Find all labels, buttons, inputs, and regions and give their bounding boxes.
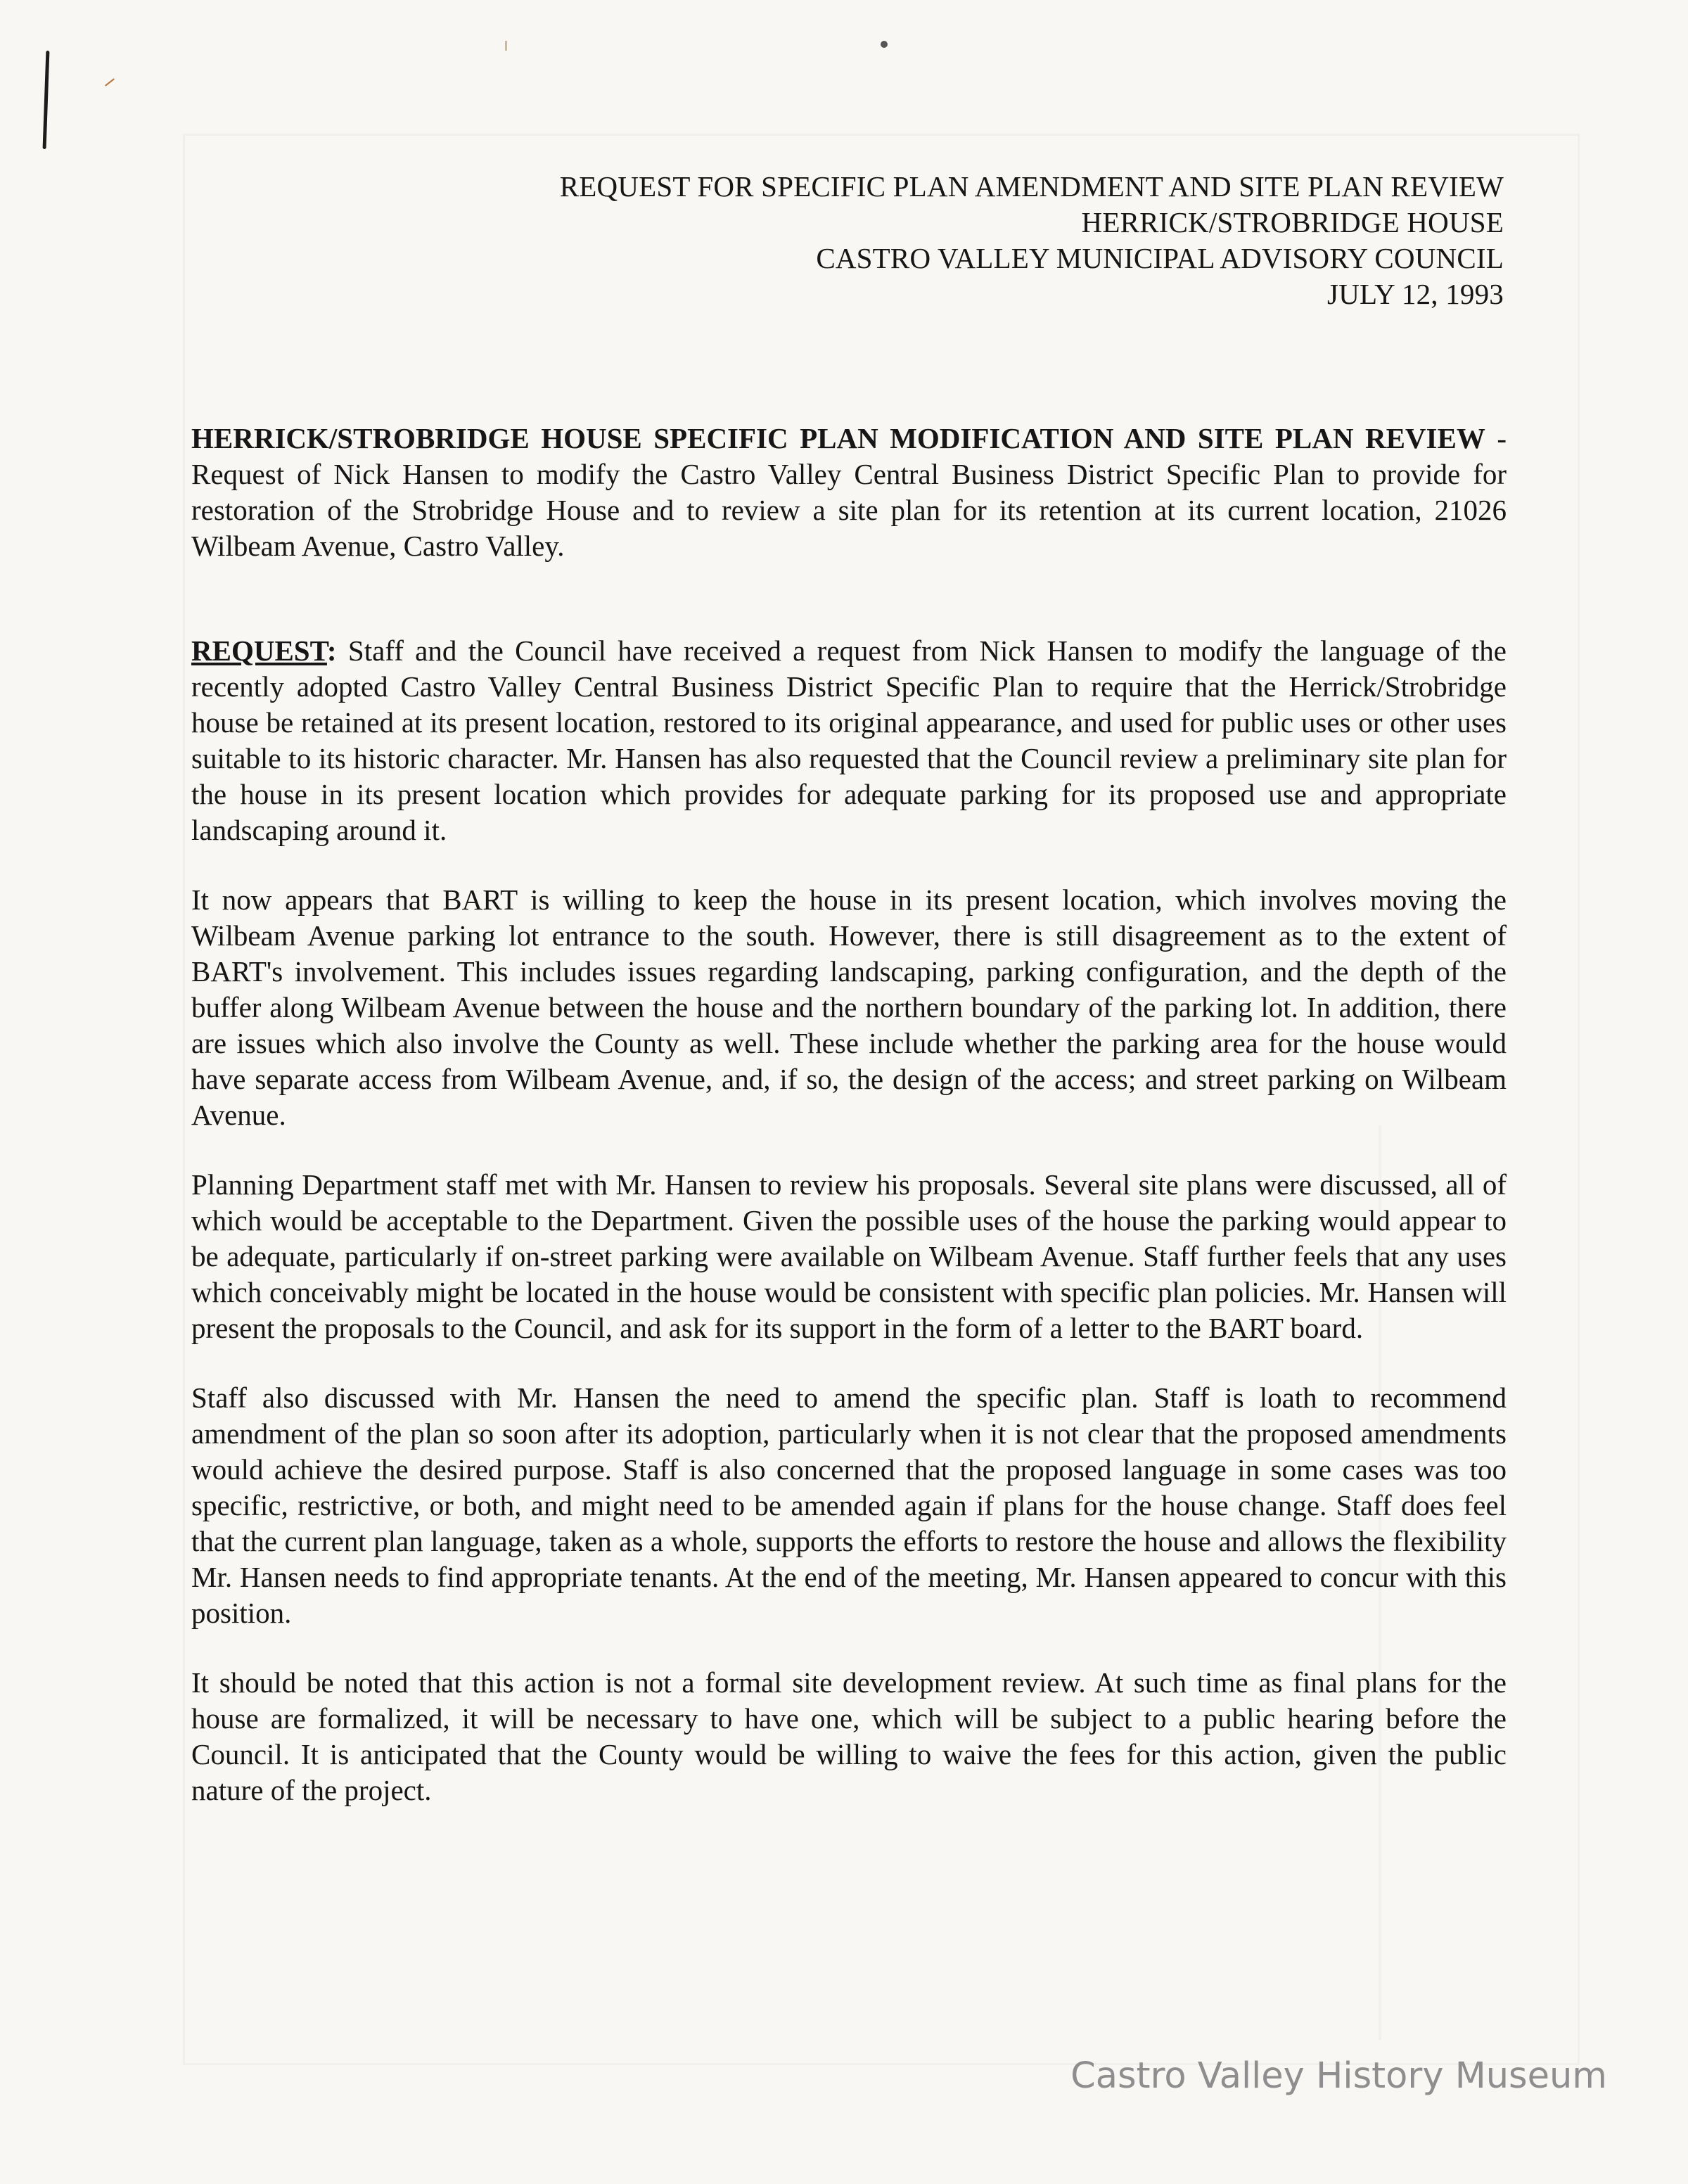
document-header bbox=[560, 169, 1504, 312]
summary-title: HERRICK/STROBRIDGE HOUSE SPECIFIC PLAN MODIFICATION AND SITE PLAN REVIEW bbox=[191, 422, 1485, 454]
request-label: REQUEST bbox=[191, 634, 327, 667]
paper-speck bbox=[505, 41, 507, 51]
header-date-line: JULY 12, 1993 bbox=[1327, 278, 1504, 310]
body-paragraph-amendment: Staff also discussed with Mr. Hansen the need to amend the specific plan. Staff is loath to recommend amendment of the plan so soon after its adoption, particularly when it is not clear that the proposed amendments would achieve the desired purpose. Staff is also concerned that the proposed language in some cases was too specific, restrictive, or both, and might need to be amended again if plans for the house change. Staff does feel that the current plan language, taken as a whole, supports the efforts to restore the house and allows the flexibility Mr. Hansen needs to find appropriate tenants. At the end of the meeting, Mr. Hansen appeared to concur with this position. bbox=[191, 1381, 1507, 1629]
museum-watermark: Castro Valley History Museum bbox=[1070, 2055, 1607, 2097]
ink-dot bbox=[881, 41, 888, 48]
summary-text: - Request of Nick Hansen to modify the Castro Valley Central Business District Specific Plan to provide for restoration of the Strobridge House and to review a site plan for its retention at its current location, 21026 Wilbeam Avenue, Castro Valley. bbox=[191, 422, 1507, 562]
header-house-line: HERRICK/STROBRIDGE HOUSE bbox=[1081, 206, 1504, 238]
body-paragraph-review-note: It should be noted that this action is not a formal site development review. At such time as final plans for the house are formalized, it will be necessary to have one, which will be subject to a public hearing before the Council. It is anticipated that the County would be willing to waive the fees for this action, given the public nature of the project. bbox=[191, 1666, 1507, 1806]
body-paragraph-planning: Planning Department staff met with Mr. Hansen to review his proposals. Several site plans were discussed, all of which would be acceptable to the Department. Given the possible uses of the house the parking would appear to be adequate, particularly if on-street parking were available on Wilbeam Avenue. Staff further feels that any uses which conceivably might be located in the house would be consistent with specific plan policies. Mr. Hansen will present the proposals to the Council, and ask for its support in the form of a letter to the BART board. bbox=[191, 1168, 1507, 1344]
request-colon: : bbox=[326, 634, 337, 667]
body-paragraph-bart: It now appears that BART is willing to keep the house in its present location, which involves moving the Wilbeam Avenue parking lot entrance to the south. However, there is still disagreement as to the extent of BART's involvement. This includes issues regarding landscaping, parking configuration, and the depth of the buffer along Wilbeam Avenue between the house and the northern boundary of the parking lot. In addition, there are issues which also involve the County as well. These include whether the parking area for the house would have separate access from Wilbeam Avenue, and, if so, the design of the access; and street parking on Wilbeam Avenue. bbox=[191, 883, 1507, 1131]
request-text: Staff and the Council have received a request from Nick Hansen to modify the language of the recently adopted Castro Valley Central Business District Specific Plan to require that the Herrick/Strobridge house be retained at its present location, restored to its original appearance, and used for public uses or other uses suitable to its historic character. Mr. Hansen has also requested that the Council review a preliminary site plan for the house in its present location which provides for adequate parking for its proposed use and appropriate landscaping around it. bbox=[191, 634, 1507, 846]
header-title-line: REQUEST FOR SPECIFIC PLAN AMENDMENT AND SITE PLAN REVIEW bbox=[559, 170, 1504, 203]
summary-paragraph bbox=[191, 421, 1507, 564]
pencil-tick bbox=[105, 78, 115, 86]
request-paragraph bbox=[191, 633, 1507, 848]
document-body bbox=[191, 421, 1507, 1842]
pen-mark bbox=[43, 51, 50, 149]
header-council-line: CASTRO VALLEY MUNICIPAL ADVISORY COUNCIL bbox=[816, 242, 1504, 274]
